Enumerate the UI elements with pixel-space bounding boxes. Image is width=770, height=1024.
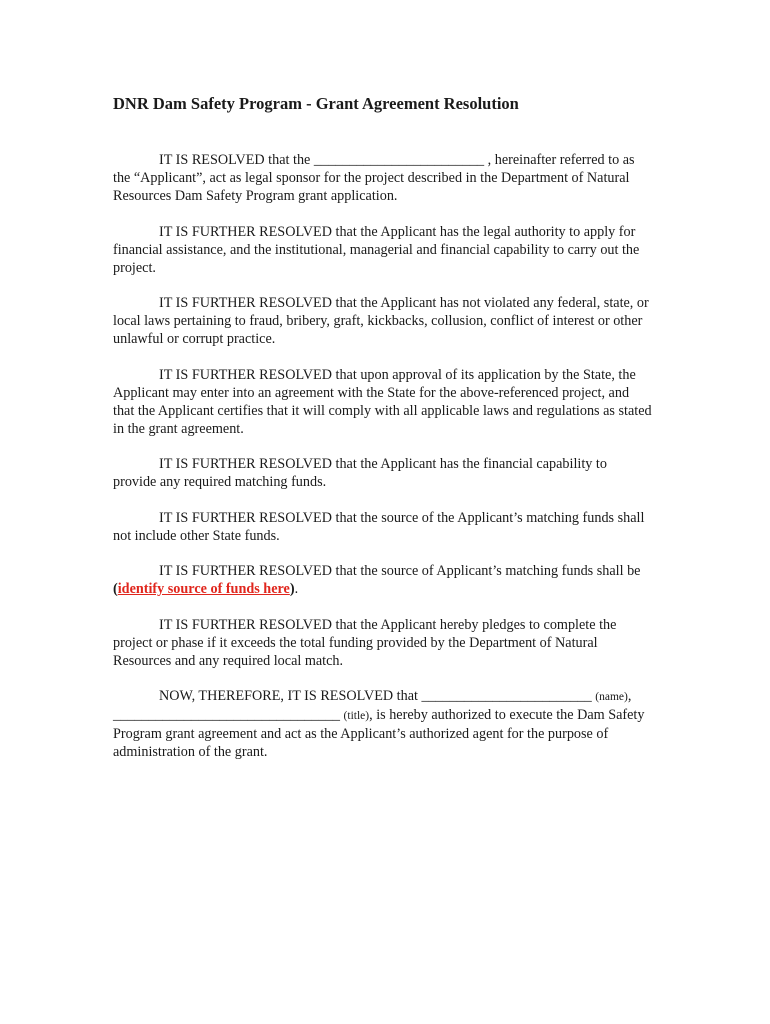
funds-source-close-paren: ) (289, 581, 295, 597)
title-blank: , ________________________________ (113, 688, 632, 723)
paragraph-no-state-funds: IT IS FURTHER RESOLVED that the source of the Applicant’s matching funds shall not include other State funds. (113, 509, 645, 544)
title-field-label: (title) (343, 710, 370, 722)
document-title: DNR Dam Safety Program - Grant Agreement Resolution (113, 94, 519, 113)
funds-source-period: . (294, 581, 299, 597)
funds-source-text: IT IS FURTHER RESOLVED that the source of Applicant’s matching funds shall be (159, 563, 641, 579)
paragraph-completion-pledge: IT IS FURTHER RESOLVED that the Applicant hereby pledges to complete the project or phase if it exceeds the total funding provided by the Department of Natural Resources and any required local match. (113, 616, 617, 669)
paragraph-authorized-agent (113, 687, 653, 761)
paragraph-applicant-sponsor: IT IS RESOLVED that the ________________________ , hereinafter referred to as the “Applicant”, act as legal sponsor for the project described in the Department of Natural Resources Dam Safety Program grant application. (113, 152, 635, 204)
authorized-agent-text: , is hereby authorized to execute the Dam Safety Program grant agreement and act as the Applicant’s authorized agent for the purpose of administration of the grant. (113, 707, 645, 760)
funds-source-open-paren: ( (113, 581, 118, 597)
paragraph-funds-source (113, 562, 653, 598)
paragraph-no-violations: IT IS FURTHER RESOLVED that the Applicant has not violated any federal, state, or local laws pertaining to fraud, bribery, graft, kickbacks, collusion, conflict of interest or other unlawful or corrupt practice. (113, 295, 649, 347)
name-field-label: (name) (595, 691, 628, 703)
resolution-body (113, 151, 653, 779)
paragraph-state-agreement: IT IS FURTHER RESOLVED that upon approval of its application by the State, the Applicant may enter into an agreement with the State for the above-referenced project, and that the Applicant certifies that it will comply with all applicable laws and regulations as stated in the grant agreement. (113, 366, 652, 437)
paragraph-financial-capability: IT IS FURTHER RESOLVED that the Applicant has the financial capability to provide any required matching funds. (113, 456, 607, 490)
funds-source-placeholder[interactable]: identify source of funds here (117, 581, 290, 597)
authorized-agent-intro: NOW, THEREFORE, IT IS RESOLVED that ________________________ (159, 688, 596, 704)
paragraph-legal-authority: IT IS FURTHER RESOLVED that the Applicant has the legal authority to apply for financial assistance, and the institutional, managerial and financial capability to carry out the project. (113, 223, 640, 276)
